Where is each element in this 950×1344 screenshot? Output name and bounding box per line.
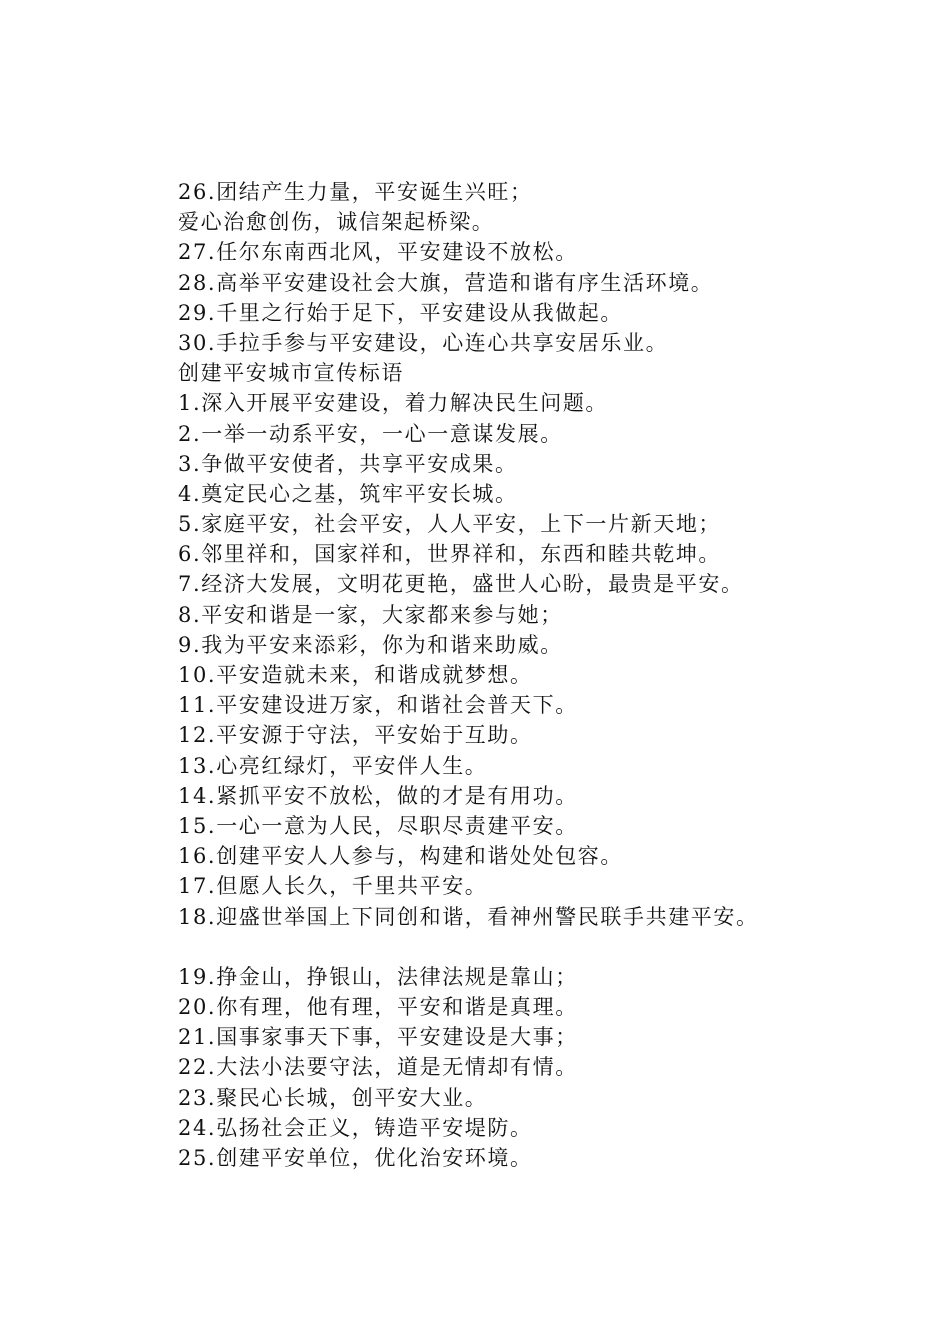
text-line: 13.心亮红绿灯，平安伴人生。 xyxy=(178,753,488,778)
text-line: 27.任尔东南西北风，平安建设不放松。 xyxy=(178,240,578,265)
text-line: 29.千里之行始于足下，平安建设从我做起。 xyxy=(178,300,623,325)
text-line: 14.紧抓平安不放松，做的才是有用功。 xyxy=(178,783,578,808)
text-line: 19.挣金山，挣银山，法律法规是靠山； xyxy=(178,964,578,989)
text-line: 爱心治愈创伤，诚信架起桥梁。 xyxy=(178,210,495,235)
text-line: 16.创建平安人人参与，构建和谐处处包容。 xyxy=(178,844,623,869)
text-line: 20.你有理，他有理，平安和谐是真理。 xyxy=(178,995,578,1020)
text-line: 2.一举一动系平安，一心一意谋发展。 xyxy=(178,421,563,446)
document-body xyxy=(178,177,918,1173)
text-line: 12.平安源于守法，平安始于互助。 xyxy=(178,723,533,748)
text-line: 24.弘扬社会正义，铸造平安堤防。 xyxy=(178,1115,533,1140)
text-line: 3.争做平安使者，共享平安成果。 xyxy=(178,451,518,476)
text-line: 18.迎盛世举国上下同创和谐，看神州警民联手共建平安。 xyxy=(178,904,759,929)
text-line: 28.高举平安建设社会大旗，营造和谐有序生活环境。 xyxy=(178,270,714,295)
text-line: 22.大法小法要守法，道是无情却有情。 xyxy=(178,1055,578,1080)
text-line: 17.但愿人长久，千里共平安。 xyxy=(178,874,488,899)
text-line: 11.平安建设进万家，和谐社会普天下。 xyxy=(178,693,578,718)
text-line: 30.手拉手参与平安建设，心连心共享安居乐业。 xyxy=(178,330,669,355)
text-line: 25.创建平安单位，优化治安环境。 xyxy=(178,1146,533,1170)
text-line: 23.聚民心长城，创平安大业。 xyxy=(178,1085,488,1110)
text-line: 26.团结产生力量，平安诞生兴旺； xyxy=(178,180,533,204)
text-line: 15.一心一意为人民，尽职尽责建平安。 xyxy=(178,813,578,838)
text-line: 7.经济大发展，文明花更艳，盛世人心盼，最贵是平安。 xyxy=(178,572,744,597)
section-heading: 创建平安城市宣传标语 xyxy=(178,361,404,386)
text-line: 5.家庭平安，社会平安，人人平安，上下一片新天地； xyxy=(178,512,722,537)
blank-line xyxy=(178,932,918,962)
text-line: 1.深入开展平安建设，着力解决民生问题。 xyxy=(178,391,609,416)
text-line: 21.国事家事天下事，平安建设是大事； xyxy=(178,1025,578,1050)
text-line: 10.平安造就未来，和谐成就梦想。 xyxy=(178,663,533,687)
text-line: 9.我为平安来添彩，你为和谐来助威。 xyxy=(178,632,563,657)
text-line: 8.平安和谐是一家，大家都来参与她； xyxy=(178,602,563,627)
text-line: 4.奠定民心之基，筑牢平安长城。 xyxy=(178,481,518,506)
text-line: 6.邻里祥和，国家祥和，世界祥和，东西和睦共乾坤。 xyxy=(178,542,722,567)
